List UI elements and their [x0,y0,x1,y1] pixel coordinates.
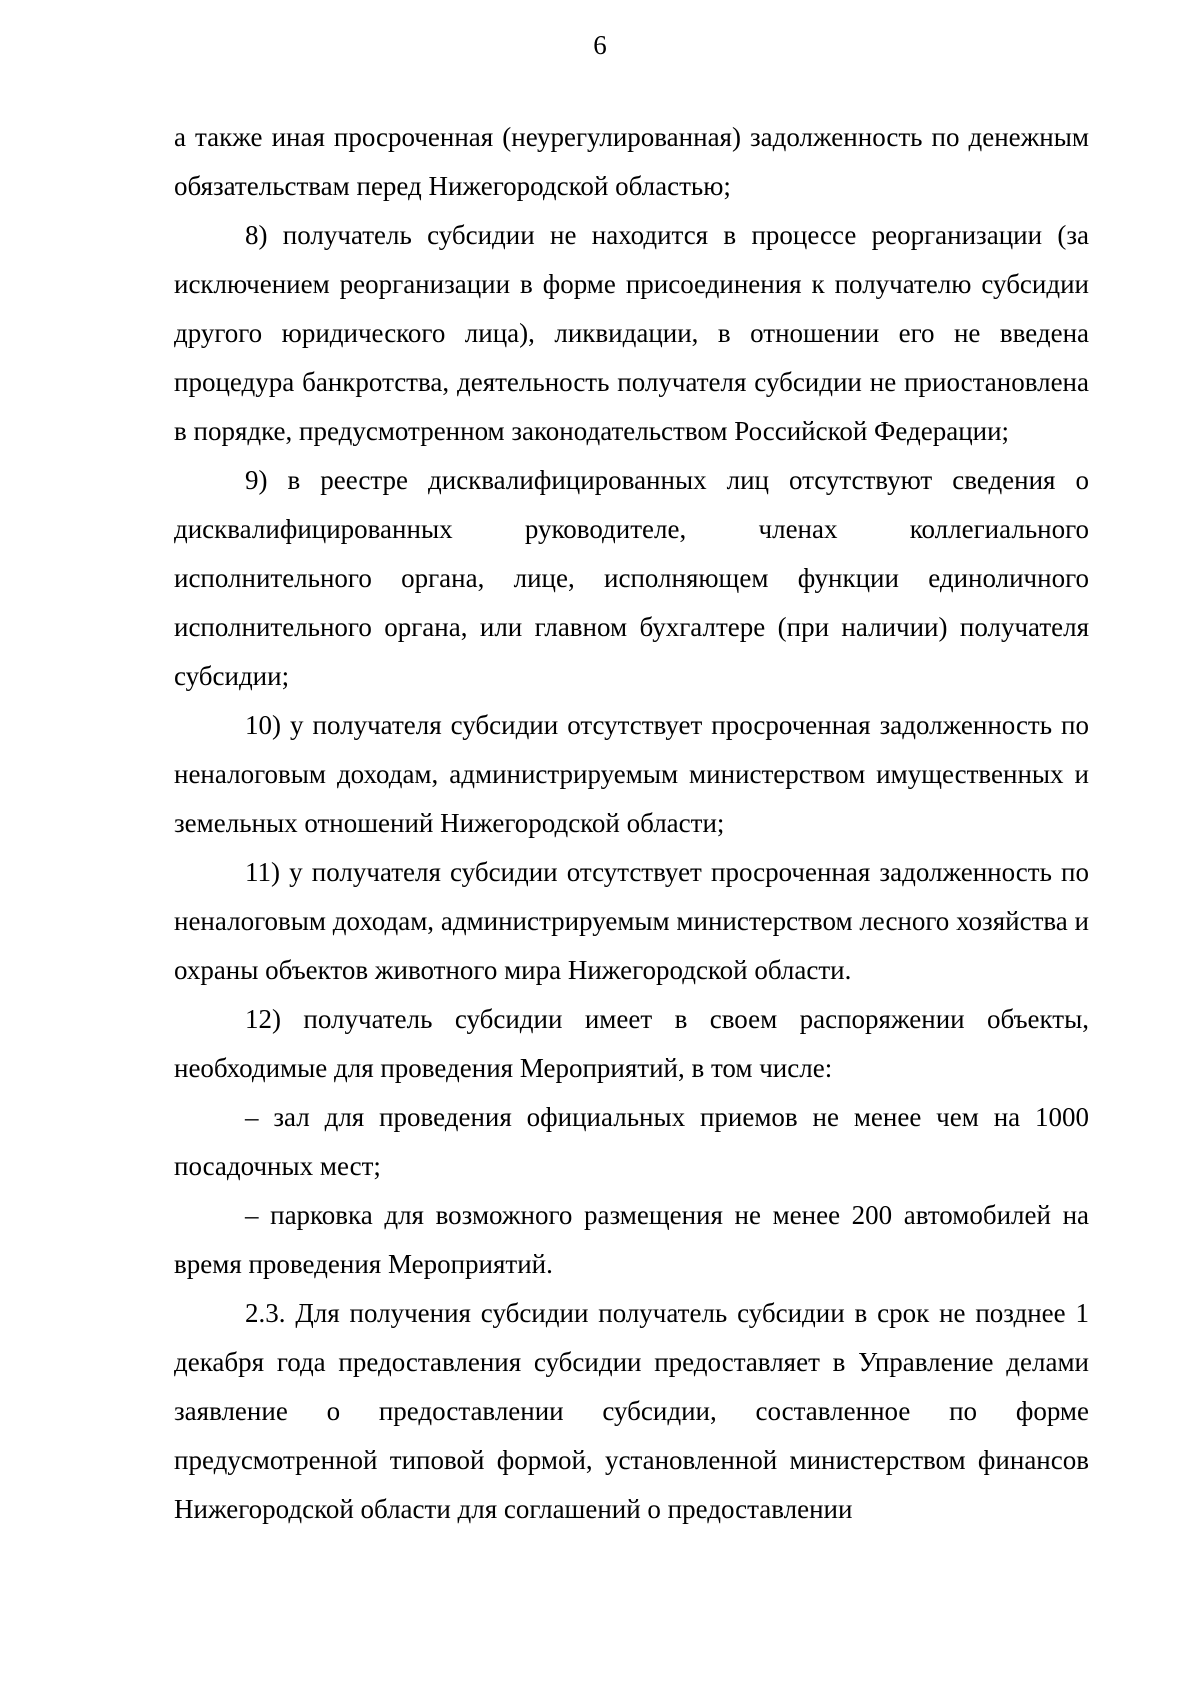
page-number: 6 [593,30,607,60]
paragraph-item-9: 9) в реестре дисквалифицированных лиц отсутствуют сведения о дисквалифицированных руководителе, членах коллегиального исполнительного органа, лице, исполняющем функции единоличного исполнительного органа, или главном бухгалтере (при наличии) получателя субсидии; [174,465,1089,691]
paragraph-item-11: 11) у получателя субсидии отсутствует просроченная задолженность по неналоговым доходам, администрируемым министерством лесного хозяйства и охраны объектов животного мира Нижегородской области. [174,857,1089,985]
list-item-hall: – зал для проведения официальных приемов не менее чем на 1000 посадочных мест; [174,1102,1089,1181]
paragraph-item-12: 12) получатель субсидии имеет в своем распоряжении объекты, необходимые для проведения Мероприятий, в том числе: [174,1004,1089,1083]
document-body [174,113,1089,1534]
paragraph-overdue-debt-continuation: а также иная просроченная (неурегулированная) задолженность по денежным обязательствам перед Нижегородской областью; [174,122,1089,201]
paragraph-item-8: 8) получатель субсидии не находится в процессе реорганизации (за исключением реорганизации в форме присоединения к получателю субсидии другого юридического лица), ликвидации, в отношении его не введена процедура банкротства, деятельность получателя субсидии не приостановлена в порядке, предусмотренном законодательством Российской Федерации; [174,220,1089,446]
list-item-parking: – парковка для возможного размещения не менее 200 автомобилей на время проведения Мероприятий. [174,1200,1089,1279]
paragraph-section-2-3: 2.3. Для получения субсидии получатель субсидии в срок не позднее 1 декабря года предоставления субсидии предоставляет в Управление делами заявление о предоставлении субсидии, составленное по форме предусмотренной типовой формой, установленной министерством финансов Нижегородской области для соглашений о предоставлении [174,1298,1089,1524]
paragraph-item-10: 10) у получателя субсидии отсутствует просроченная задолженность по неналоговым доходам, администрируемым министерством имущественных и земельных отношений Нижегородской области; [174,710,1089,838]
